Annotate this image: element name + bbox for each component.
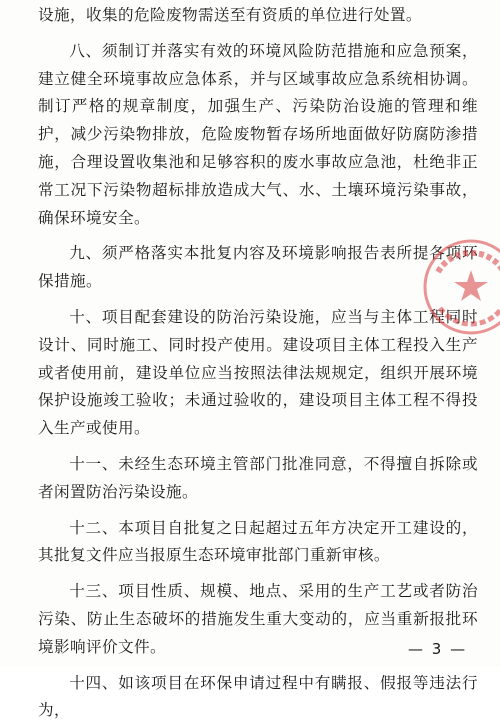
- paragraph-8: 八、须制订并落实有效的环境风险防范措施和应急预案，建立健全环境事故应急体系，并与区域事故应急系统相协调。制订严格的规章制度，加强生产、污染防治设施的管理和维护，减少污染物排放，危险废物暂存场所地面做好防腐防渗措施，合理设置收集池和足够容积的废水事故应急池，杜绝非正常工况下污染物超标排放造成大气、水、土壤环境污染事故，确保环境安全。: [38, 41, 478, 227]
- paragraph-10: 十、项目配套建设的防治污染设施，应当与主体工程同时设计、同时施工、同时投产使用。建设项目主体工程投入生产或者使用前，建设单位应当按照法律法规规定，组织开展环境保护设施竣工验收；未通过验收的，建设项目主体工程不得投入生产或使用。: [38, 307, 478, 438]
- paragraph-11: 十一、未经生态环境主管部门批准同意，不得擅自拆除或者闲置防治污染设施。: [38, 454, 478, 501]
- document-body: [38, 2, 478, 725]
- paragraph-0: 设施，收集的危险废物需送至有资质的单位进行处置。: [38, 6, 422, 24]
- page-number: — 3 —: [408, 640, 468, 658]
- paragraph-14: 十四、如该项目在环保申请过程中有瞒报、假报等违法行为，: [38, 673, 478, 720]
- paragraph-9: 九、须严格落实本批复内容及环境影响报告表所提各项环保措施。: [38, 244, 478, 291]
- paragraph-13: 十三、项目性质、规模、地点、采用的生产工艺或者防治污染、防止生态破坏的措施发生重大变动的，应当重新报批环境影响评价文件。: [38, 582, 478, 656]
- paragraph-12: 十二、本项目自批复之日起超过五年方决定开工建设的，其批复文件应当报原生态环境审批部门重新审核。: [38, 518, 478, 565]
